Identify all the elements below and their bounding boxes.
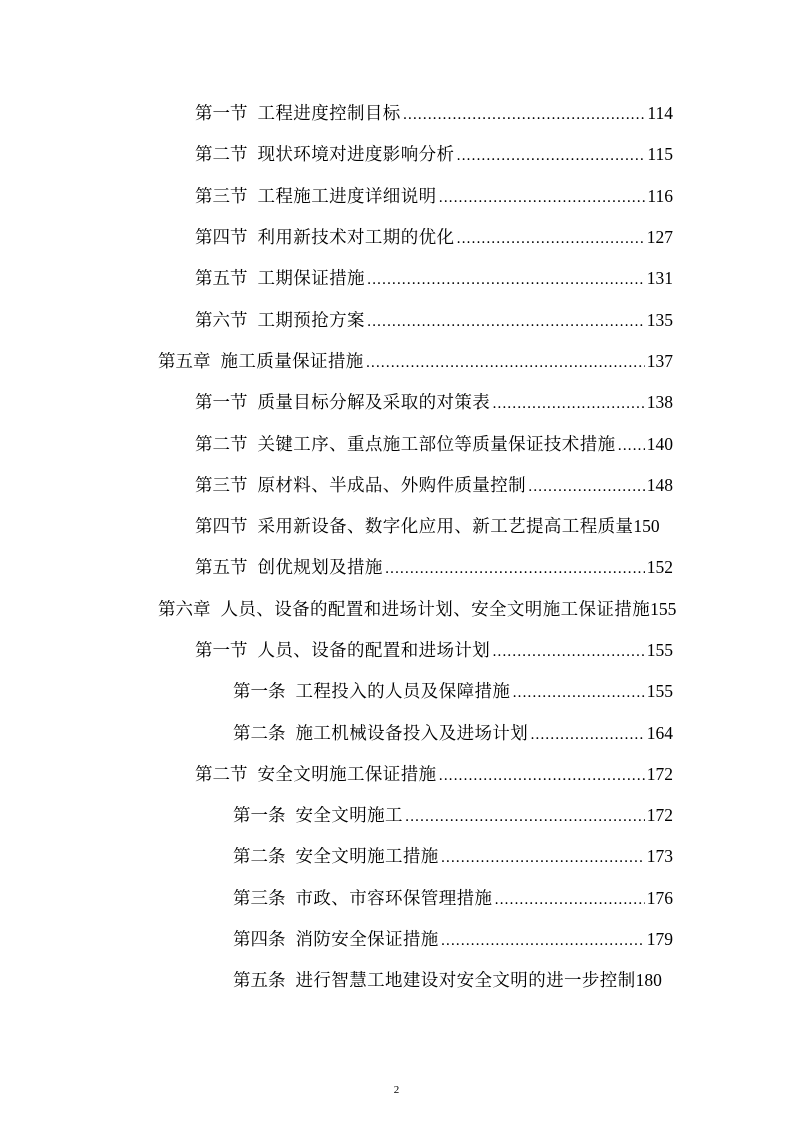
toc-article-entry[interactable]: [0, 794, 793, 835]
toc-entry-page: 131: [646, 268, 673, 289]
toc-entry-number: 第五条: [233, 971, 286, 992]
toc-entry-page: 137: [646, 350, 673, 371]
toc-entry[interactable]: [0, 298, 793, 339]
toc-entry-number: 第五节: [195, 558, 248, 579]
toc-chapter-entry[interactable]: [0, 340, 793, 381]
toc-entry[interactable]: [0, 381, 793, 422]
toc-leader-dots: [403, 108, 646, 122]
toc-article-entry[interactable]: [0, 670, 793, 711]
toc-article-entry[interactable]: [0, 918, 793, 959]
toc-leader-dots: [405, 810, 645, 824]
toc-entry-number: 第三节: [195, 475, 248, 496]
toc-entry-number: 第四节: [195, 517, 248, 538]
toc-entry-number: 第三条: [233, 888, 286, 909]
toc-entry-page: 155: [650, 598, 677, 619]
toc-entry-title: 现状环境对进度影响分析: [257, 145, 455, 166]
toc-entry-number: 第二节: [195, 145, 248, 166]
toc-leader-dots: [456, 149, 645, 163]
toc-entry[interactable]: [0, 546, 793, 587]
toc-leader-dots: [439, 191, 646, 205]
toc-entry-page: 155: [646, 681, 673, 702]
toc-chapter-entry[interactable]: [0, 588, 793, 629]
toc-entry[interactable]: [0, 464, 793, 505]
toc-entry-page: 115: [647, 144, 673, 165]
toc-leader-dots: [618, 439, 645, 453]
toc-leader-dots: [367, 315, 645, 329]
toc-entry-title: 人员、设备的配置和进场计划: [257, 641, 491, 661]
toc-entry-title: 安全文明施工: [295, 806, 403, 827]
toc-entry-number: 第六章: [158, 599, 211, 620]
toc-entry-title: 市政、市容环保管理措施: [295, 888, 493, 909]
toc-entry-page: 116: [647, 185, 673, 206]
toc-entry-number: 第二条: [233, 847, 286, 868]
toc-entry-number: 第三节: [195, 186, 248, 207]
toc-entry-title: 施工机械设备投入及进场计划: [295, 723, 529, 744]
toc-entry-page: 127: [646, 227, 673, 248]
toc-entry[interactable]: [0, 753, 793, 794]
toc-entry-number: 第二节: [195, 764, 248, 785]
toc-entry-page: 172: [646, 805, 673, 826]
toc-entry-page: 164: [646, 722, 673, 743]
toc-entry[interactable]: [0, 216, 793, 257]
page-number: 2: [393, 1084, 400, 1096]
toc-entry-page: 173: [646, 846, 673, 867]
toc-entry-page: 148: [646, 474, 673, 495]
toc-leader-dots: [494, 893, 644, 907]
toc-article-entry[interactable]: [0, 711, 793, 752]
toc-leader-dots: [385, 562, 645, 576]
toc-entry-title: 工程进度控制目标: [257, 104, 401, 125]
toc-leader-dots: [367, 273, 645, 287]
toc-entry-page: 179: [646, 929, 673, 950]
toc-leader-dots: [528, 480, 645, 494]
toc-entry[interactable]: [0, 92, 793, 133]
toc-entry-number: 第一节: [195, 393, 248, 414]
toc-entry-page: 135: [646, 309, 673, 330]
toc-entry[interactable]: [0, 505, 793, 546]
toc-entry-number: 第四节: [195, 228, 248, 249]
toc-leader-dots: [439, 769, 645, 783]
toc-leader-dots: [530, 728, 645, 742]
toc-entry-title: 消防安全保证措施: [295, 930, 439, 951]
toc-entry-page: 155: [646, 640, 673, 660]
toc-entry-title: 工期预抢方案: [257, 310, 365, 331]
toc-entry-page: 180: [635, 970, 662, 991]
toc-entry-title: 关键工序、重点施工部位等质量保证技术措施: [257, 434, 616, 455]
toc-entry-number: 第二节: [195, 434, 248, 455]
toc-leader-dots: [492, 397, 645, 411]
toc-entry[interactable]: [0, 422, 793, 463]
toc-leader-dots: [441, 851, 645, 865]
toc-leader-dots: [456, 232, 644, 246]
toc-entry-page: 140: [646, 433, 673, 454]
toc-leader-dots: [512, 686, 644, 700]
toc-entry-title: 质量目标分解及采取的对策表: [257, 393, 491, 414]
toc-entry-number: 第一节: [195, 641, 248, 661]
toc-entry-number: 第六节: [195, 310, 248, 331]
toc-entry-page: 176: [646, 887, 673, 908]
toc-entry-title: 工程施工进度详细说明: [257, 186, 437, 207]
toc-entry-number: 第二条: [233, 723, 286, 744]
toc-entry-number: 第一节: [195, 104, 248, 125]
toc-entry-title: 原材料、半成品、外购件质量控制: [257, 475, 526, 496]
toc-entry-number: 第一条: [233, 682, 286, 703]
toc-entry[interactable]: [0, 629, 793, 670]
toc-entry-title: 安全文明施工措施: [295, 847, 439, 868]
toc-entry-title: 施工质量保证措施: [220, 351, 364, 372]
toc-entry-page: 138: [646, 392, 673, 413]
toc-article-entry[interactable]: [0, 835, 793, 876]
toc-entry-number: 第四条: [233, 930, 286, 951]
toc-entry-title: 工期保证措施: [257, 269, 365, 290]
toc-entry[interactable]: [0, 257, 793, 298]
toc-entry-page: 150: [633, 516, 660, 537]
toc-leader-dots: [366, 356, 645, 370]
toc-article-entry[interactable]: [0, 877, 793, 918]
toc-entry-page: 152: [646, 557, 673, 578]
toc-leader-dots: [441, 934, 645, 948]
toc-entry-title: 人员、设备的配置和进场计划、安全文明施工保证措施: [220, 599, 651, 620]
toc-entry-title: 工程投入的人员及保障措施: [295, 682, 511, 703]
toc-entry-page: 114: [647, 103, 673, 124]
toc-article-entry[interactable]: [0, 959, 793, 1000]
toc-entry-title: 创优规划及措施: [257, 558, 383, 579]
table-of-contents: [0, 92, 793, 1001]
toc-leader-dots: [492, 645, 645, 659]
toc-entry-title: 采用新设备、数字化应用、新工艺提高工程质量: [257, 517, 634, 538]
toc-entry[interactable]: [0, 133, 793, 174]
toc-entry-number: 第一条: [233, 806, 286, 827]
toc-entry[interactable]: [0, 175, 793, 216]
toc-entry-title: 安全文明施工保证措施: [257, 764, 437, 785]
toc-entry-page: 172: [646, 763, 673, 784]
toc-entry-title: 利用新技术对工期的优化: [257, 228, 455, 249]
toc-entry-number: 第五章: [158, 351, 211, 372]
toc-entry-title: 进行智慧工地建设对安全文明的进一步控制: [295, 971, 636, 992]
toc-entry-number: 第五节: [195, 269, 248, 290]
